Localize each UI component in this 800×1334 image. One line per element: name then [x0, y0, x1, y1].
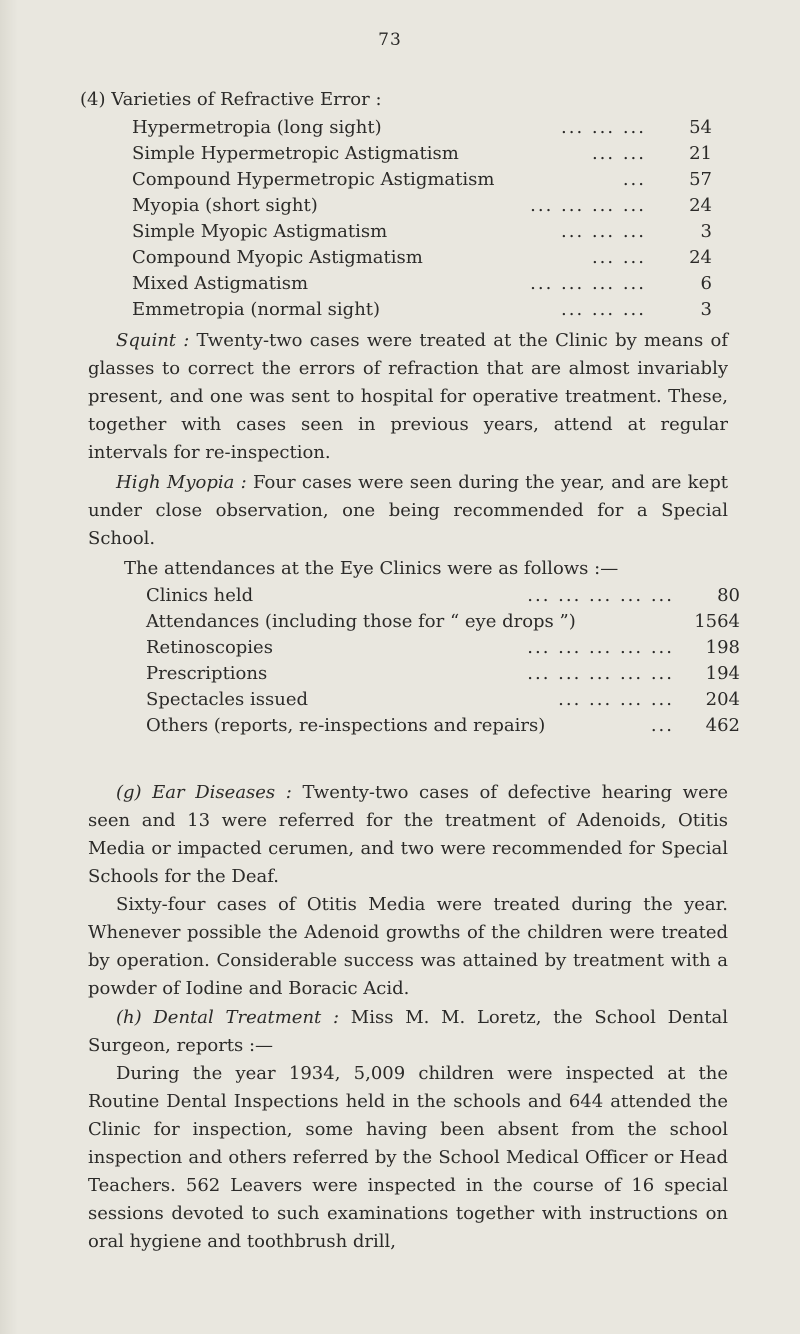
- leader-dots: ... ... ... ... ...: [527, 637, 674, 658]
- item-label: Simple Myopic Astigmatism: [132, 221, 388, 242]
- item-label: Compound Myopic Astigmatism: [132, 247, 423, 268]
- list-item: [146, 687, 740, 713]
- list-item: [146, 609, 740, 635]
- list-item: [132, 115, 712, 141]
- otitis-paragraph: Sixty-four cases of Otitis Media were treated during the year. Whenever possible the Adenoid growths of the children were treated by operation. Considerable success was attained by treatment with a powder of Iodine and Boracic Acid.: [88, 894, 728, 999]
- list-item: [132, 245, 712, 271]
- item-label: Hypermetropia (long sight): [132, 117, 382, 138]
- item-value: 57: [689, 169, 712, 190]
- item-value: 24: [689, 247, 712, 268]
- ear-diseases-lead: (g) Ear Diseases :: [116, 782, 292, 803]
- item-value: 54: [689, 117, 712, 138]
- item-label: Spectacles issued: [146, 689, 308, 710]
- item-value: 6: [700, 273, 712, 294]
- item-value: 80: [717, 585, 740, 606]
- page-number: 73: [378, 30, 402, 50]
- item-value: 1564: [694, 611, 740, 632]
- dental-inspection-paragraph: During the year 1934, 5,009 children were inspected at the Routine Dental Inspections held in the schools and 644 attended the Clinic for inspection, some having been absent from the school inspection and others referred by the School Medical Officer or Head Teachers. 562 Leavers were inspected in the course of 16 special sessions devoted to such examinations together with instructions on oral hygiene and toothbrush drill,: [88, 1063, 728, 1252]
- list-item: [132, 219, 712, 245]
- leader-dots: ...: [650, 715, 674, 736]
- item-label: Simple Hypermetropic Astigmatism: [132, 143, 459, 164]
- refractive-error-heading: (4) Varieties of Refractive Error :: [80, 89, 382, 110]
- leader-dots: ... ...: [591, 247, 646, 268]
- item-value: 198: [705, 637, 740, 658]
- item-value: 204: [705, 689, 740, 710]
- item-label: Others (reports, re-inspections and repairs): [146, 715, 546, 736]
- page-binding-shadow: [0, 0, 18, 1334]
- dental-treatment-lead: (h) Dental Treatment :: [116, 1007, 340, 1028]
- high-myopia-text: Four cases were seen during the year, and are kept under close observation, one being recommended for a Special School.: [88, 472, 728, 549]
- squint-lead: Squint :: [116, 330, 190, 351]
- ear-diseases-paragraph: [88, 779, 728, 891]
- attendances-list: [146, 583, 740, 739]
- leader-dots: ... ... ...: [561, 221, 646, 242]
- list-item: [146, 583, 740, 609]
- item-label: Compound Hypermetropic Astigmatism: [132, 169, 495, 190]
- list-item: [132, 167, 712, 193]
- list-item: [132, 271, 712, 297]
- ear-diseases-text: Twenty-two cases of defective hearing were seen and 13 were referred for the treatment of Adenoids, Otitis Media or impacted cerumen, and two were recommended for Special Schools for the Deaf.: [88, 782, 728, 887]
- item-value: 462: [705, 715, 740, 736]
- leader-dots: ...: [622, 169, 646, 190]
- item-value: 3: [700, 221, 712, 242]
- squint-text: Twenty-two cases were treated at the Clinic by means of glasses to correct the errors of refraction that are almost invariably present, and one was sent to hospital for operative treatment. These, together with cases seen in previous years, attend at regular intervals for re-inspection.: [88, 330, 728, 463]
- leader-dots: ... ... ...: [561, 299, 646, 320]
- item-value: 21: [689, 143, 712, 164]
- list-item: [132, 193, 712, 219]
- item-label: Emmetropia (normal sight): [132, 299, 381, 320]
- item-label: Myopia (short sight): [132, 195, 318, 216]
- leader-dots: ... ... ...: [561, 117, 646, 138]
- item-value: 24: [689, 195, 712, 216]
- high-myopia-lead: High Myopia :: [116, 472, 247, 493]
- list-item: [146, 661, 740, 687]
- dental-treatment-text: Miss M. M. Loretz, the School Dental Surgeon, reports :—: [88, 1007, 728, 1056]
- high-myopia-paragraph: [88, 469, 728, 553]
- refractive-error-list: [132, 115, 712, 323]
- item-value: 194: [705, 663, 740, 684]
- attendances-intro: The attendances at the Eye Clinics were as follows :—: [124, 558, 619, 579]
- list-item: [146, 713, 740, 739]
- item-label: Retinoscopies: [146, 637, 273, 658]
- list-item: [132, 297, 712, 323]
- leader-dots: ... ... ... ...: [530, 273, 646, 294]
- list-item: [132, 141, 712, 167]
- dental-treatment-paragraph: [88, 1004, 728, 1060]
- leader-dots: ... ... ... ...: [558, 689, 674, 710]
- item-label: Clinics held: [146, 585, 254, 606]
- leader-dots: ... ... ... ... ...: [527, 663, 674, 684]
- item-label: Mixed Astigmatism: [132, 273, 309, 294]
- squint-paragraph: [88, 327, 728, 467]
- list-item: [146, 635, 740, 661]
- leader-dots: ... ... ... ...: [530, 195, 646, 216]
- item-value: 3: [700, 299, 712, 320]
- leader-dots: ... ... ... ... ...: [527, 585, 674, 606]
- item-label: Prescriptions: [146, 663, 268, 684]
- leader-dots: ... ...: [591, 143, 646, 164]
- item-label: Attendances (including those for “ eye drops ”): [146, 611, 576, 632]
